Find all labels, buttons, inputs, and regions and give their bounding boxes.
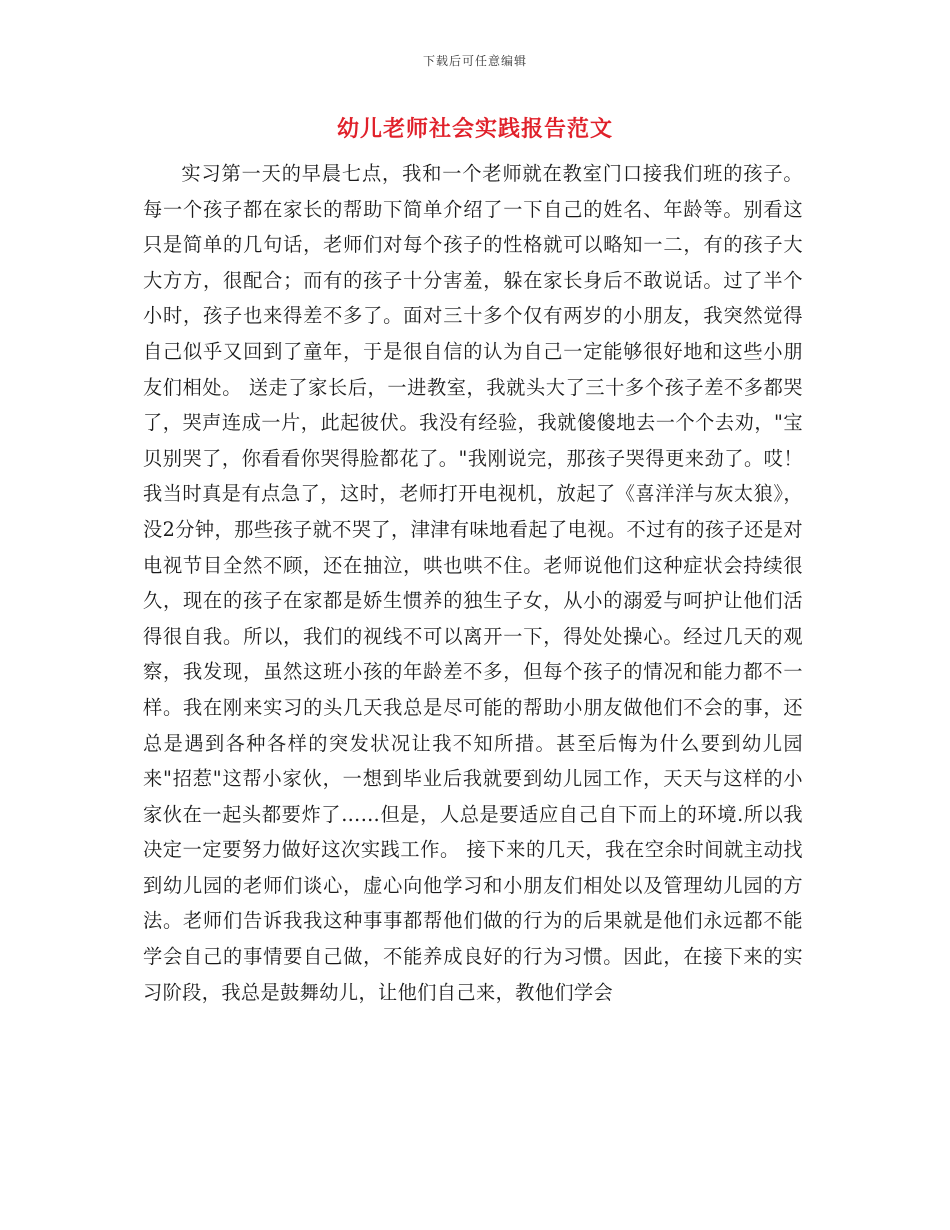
header-note: 下载后可任意编辑: [422, 54, 527, 68]
document-title: 幼儿老师社会实践报告范文: [336, 116, 613, 142]
body-paragraph: 实习第一天的早晨七点，我和一个老师就在教室门口接我们班的孩子。每一个孩子都在家长的帮助下简单介绍了一下自己的姓名、年龄等。别看这只是简单的几句话，老师们对每个孩子的性格就可以略知一二，有的孩子大大方方，很配合；而有的孩子十分害羞，躲在家长身后不敢说话。过了半个小时，孩子也来得差不多了。面对三十多个仅有两岁的小朋友，我突然觉得自己似乎又回到了童年，于是很自信的认为自己一定能够很好地和这些小朋友们相处。 送走了家长后，一进教室，我就头大了三十多个孩子差不多都哭了，哭声连成一片，此起彼伏。我没有经验，我就傻傻地去一个个去劝，"宝贝别哭了，你看看你哭得脸都花了。"我刚说完，那孩子哭得更来劲了。哎！我当时真是有点急了，这时，老师打开电视机，放起了《喜洋洋与灰太狼》，没2分钟，那些孩子就不哭了，津津有味地看起了电视。不过有的孩子还是对电视节目全然不顾，还在抽泣，哄也哄不住。老师说他们这种症状会持续很久，现在的孩子在家都是娇生惯养的独生子女，从小的溺爱与呵护让他们活得很自我。所以，我们的视线不可以离开一下，得处处操心。经过几天的观察，我发现，虽然这班小孩的年龄差不多，但每个孩子的情况和能力都不一样。我在刚来实习的头几天我总是尽可能的帮助小朋友做他们不会的事，还总是遇到各种各样的突发状况让我不知所措。甚至后悔为什么要到幼儿园来"招惹"这帮小家伙，一想到毕业后我就要到幼儿园工作，天天与这样的小家伙在一起头都要炸了……但是，人总是要适应自己自下而上的环境.所以我决定一定要努力做好这次实践工作。 接下来的几天，我在空余时间就主动找到幼儿园的老师们谈心，虚心向他学习和小朋友们相处以及管理幼儿园的方法。老师们告诉我我这种事事都帮他们做的行为的后果就是他们永远都不能学会自己的事情要自己做，不能养成良好的行为习惯。因此，在接下来的实习阶段，我总是鼓舞幼儿，让他们自己来，教他们学会: [143, 162, 803, 1004]
